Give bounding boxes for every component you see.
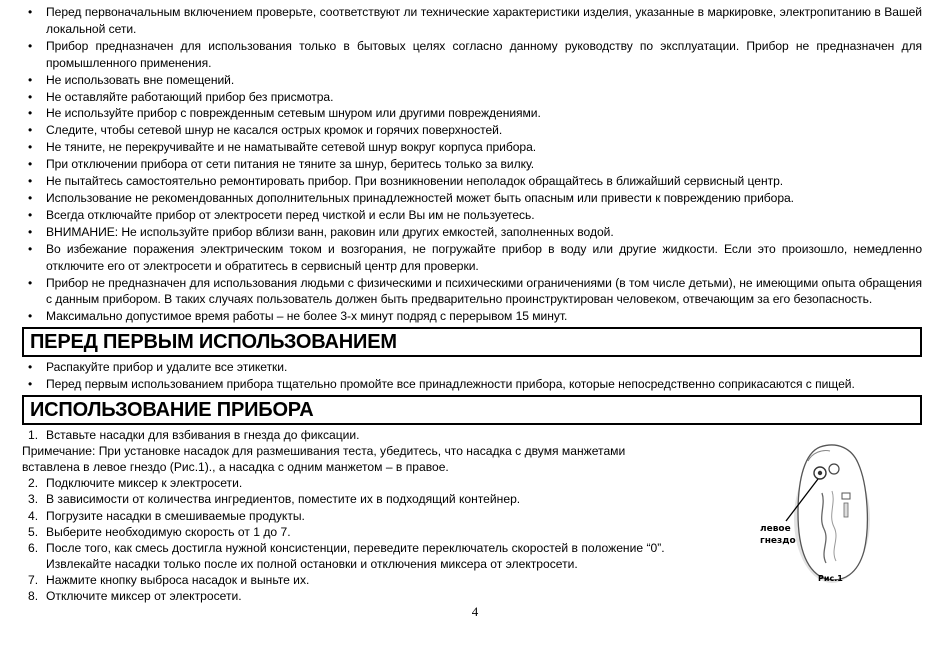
note-line-2: вставлена в левое гнездо (Рис.1)., а насадка с одним манжетом – в правое. — [22, 460, 449, 475]
bullet-icon: • — [28, 190, 33, 205]
figure-caption: Рис.1 — [818, 574, 843, 584]
bullet-icon: • — [28, 140, 33, 155]
list-item: • Всегда отключайте прибор от электросети перед чисткой и если Вы им не пользуетесь. — [28, 207, 535, 222]
step-7: 7. Нажмите кнопку выброса насадок и выньте их. — [28, 572, 310, 587]
bullet-icon: • — [28, 309, 33, 324]
list-item: • Распакуйте прибор и удалите все этикетки. — [28, 360, 288, 375]
step-4: 4. Погрузите насадки в смешиваемые продукты. — [28, 508, 305, 523]
page-number: 4 — [471, 604, 479, 619]
note-line-1: Примечание: При установке насадок для размешивания теста, убедитесь, что насадка с двумя манжетами — [22, 444, 626, 459]
bullet-icon: • — [28, 275, 33, 290]
bullet-icon: • — [28, 106, 33, 121]
list-item: • Не пытайтесь самостоятельно ремонтировать прибор. При возникновении неполадок обращайтесь в ближайший сервисный центр. — [28, 174, 784, 189]
step-1: 1. Вставьте насадки для взбивания в гнезда до фиксации. — [28, 428, 360, 443]
bullet-icon: • — [28, 38, 33, 53]
step-3: 3. В зависимости от количества ингредиентов, поместите их в подходящий контейнер. — [28, 492, 521, 507]
step-6-extra: Извлекайте насадки только после их полной остановки и отключения миксера от электросети. — [46, 556, 578, 571]
manual-page — [22, 4, 922, 604]
list-item: • Прибор не предназначен для использования людьми с физическими и психическими ограничениями (в том числе детьми), не имеющими опыта обращения с данным прибором. В таких случаях пользователь должен быть предварительно проинструктирован человеком, отвечающим за его безопасность. — [28, 275, 922, 307]
list-item: • Не тяните, не перекручивайте и не наматывайте сетевой шнур вокруг корпуса прибора. — [28, 140, 537, 155]
usage-steps — [22, 427, 682, 604]
bullet-icon: • — [28, 360, 33, 375]
list-item: • Прибор предназначен для использования только в бытовых целях согласно данному руководству по эксплуатации. Прибор не предназначен для промышленного применения. — [28, 38, 922, 70]
mixer-underside-illustration — [760, 433, 910, 583]
figure-label-line-1: левое — [760, 524, 791, 535]
list-item: • Перед первоначальным включением проверьте, соответствуют ли технические характеристики изделия, указанные в маркировке, электропитанию в Вашей локальной сети. — [28, 5, 922, 36]
list-item: • Не использовать вне помещений. — [28, 72, 235, 87]
bullet-icon: • — [28, 123, 33, 138]
list-item: • Не оставляйте работающий прибор без присмотра. — [28, 89, 334, 104]
bullet-icon: • — [28, 157, 33, 172]
list-item: • Перед первым использованием прибора тщательно промойте все принадлежности прибора, которые непосредственно соприкасаются с пищей. — [28, 377, 855, 392]
mixer-figure — [760, 433, 910, 583]
step-5: 5. Выберите необходимую скорость от 1 до 7. — [28, 524, 291, 539]
bullet-icon: • — [28, 89, 33, 104]
bullet-icon: • — [28, 207, 33, 222]
step-2: 2. Подключите миксер к электросети. — [28, 476, 243, 491]
section-heading-usage: ИСПОЛЬЗОВАНИЕ ПРИБОРА — [22, 395, 922, 425]
bullet-icon: • — [28, 377, 33, 392]
list-item: • Во избежание поражения электрическим током и возгорания, не погружайте прибор в воду или другие жидкости. Если это произошло, немедленно отключите его от электросети и обратитесь в сервисный центр для проверки. — [28, 241, 922, 273]
list-item: • Максимально допустимое время работы – не более 3-х минут подряд с перерывом 15 минут. — [28, 309, 568, 324]
usage-section — [22, 427, 922, 604]
bullet-icon: • — [28, 224, 33, 239]
section-heading-before-first-use: ПЕРЕД ПЕРВЫМ ИСПОЛЬЗОВАНИЕМ — [22, 327, 922, 357]
list-item: • Не используйте прибор с поврежденным сетевым шнуром или другими повреждениями. — [28, 106, 541, 121]
bullet-icon: • — [28, 241, 33, 256]
safety-list — [22, 4, 922, 325]
list-item: • Следите, чтобы сетевой шнур не касался острых кромок и горячих поверхностей. — [28, 123, 503, 138]
list-item: • При отключении прибора от сети питания не тяните за шнур, беритесь только за вилку. — [28, 157, 535, 172]
step-6: 6. После того, как смесь достигла нужной консистенции, переведите переключатель скоростей в положение “0”. — [28, 540, 665, 555]
bullet-icon: • — [28, 72, 33, 87]
list-item: • ВНИМАНИЕ: Не используйте прибор вблизи ванн, раковин или других емкостей, заполненных водой. — [28, 224, 614, 239]
before-first-use-list — [22, 359, 922, 393]
bullet-icon: • — [28, 174, 33, 189]
figure-label-line-2: гнездо — [760, 536, 796, 547]
step-8: 8. Отключите миксер от электросети. — [28, 588, 242, 603]
bullet-icon: • — [28, 5, 33, 19]
list-item: • Использование не рекомендованных дополнительных принадлежностей может быть опасным или привести к повреждению прибора. — [28, 190, 794, 205]
